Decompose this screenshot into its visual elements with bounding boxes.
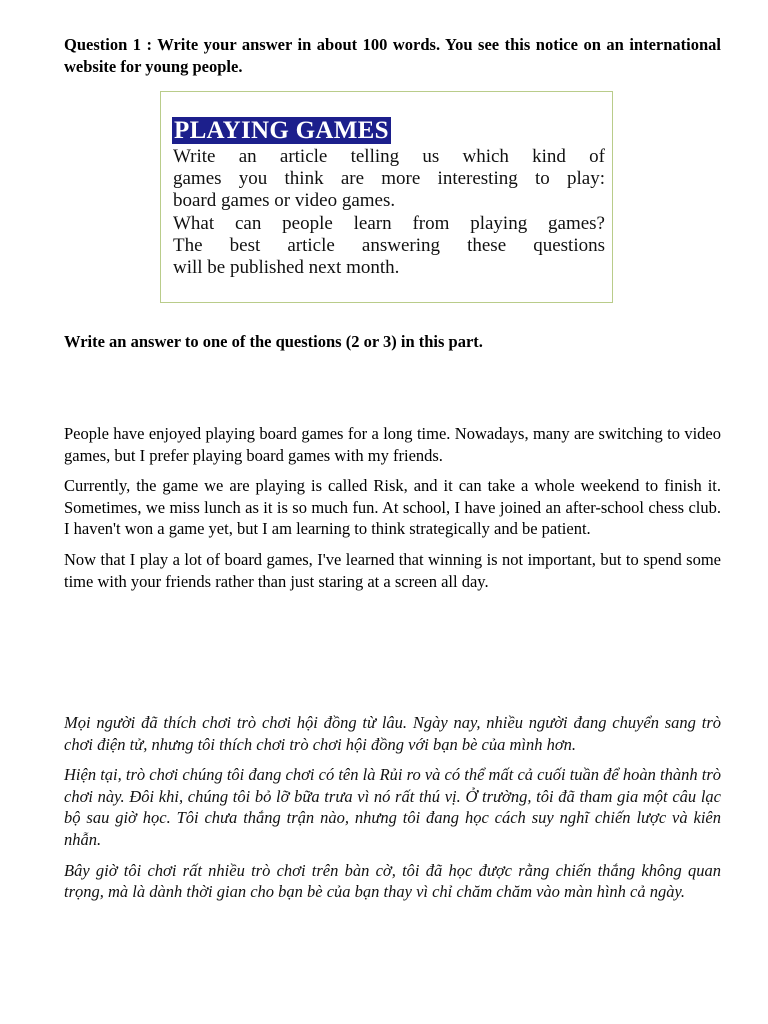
notice-line: board games or video games. bbox=[173, 190, 396, 212]
translation-paragraph: Bây giờ tôi chơi rất nhiều trò chơi trên bàn cờ, tôi đã học được rằng chiến thắng không quan trọng, mà là dành thời gian cho bạn bè của bạn thay vì chỉ chăm chăm vào màn hình cả ngày. bbox=[64, 860, 721, 902]
notice-line: Write an article telling us which kind of bbox=[173, 146, 605, 167]
translation-paragraph: Mọi người đã thích chơi trò chơi hội đồng từ lâu. Ngày nay, nhiều người đang chuyển sang trò chơi điện tử, nhưng tôi thích chơi trò chơi hội đồng với bạn bè của mình hơn. bbox=[64, 713, 721, 754]
notice-image bbox=[160, 91, 613, 303]
instruction-text: Write an answer to one of the questions (2 or 3) in this part. bbox=[64, 332, 483, 351]
essay-answer bbox=[64, 423, 721, 601]
notice-line: games you think are more interesting to play: bbox=[173, 168, 605, 190]
essay-paragraph: Now that I play a lot of board games, I've learned that winning is not important, but to spend some time with your friends rather than just staring at a screen all day. bbox=[64, 549, 721, 591]
notice-line: will be published next month. bbox=[173, 257, 400, 279]
notice-body bbox=[173, 146, 605, 279]
question-heading: Question 1 : Write your answer in about 100 words. You see this notice on an international website for young people. bbox=[64, 35, 721, 76]
essay-paragraph: Currently, the game we are playing is called Risk, and it can take a whole weekend to finish it. Sometimes, we miss lunch as it is so much fun. At school, I have joined an after-school chess club. I haven't won a game yet, but I am learning to think strategically and be patient. bbox=[64, 476, 721, 539]
notice-line: What can people learn from playing games? bbox=[173, 212, 605, 234]
essay-paragraph: People have enjoyed playing board games for a long time. Nowadays, many are switching to video games, but I prefer playing board games with my friends. bbox=[64, 424, 721, 465]
notice-line: The best article answering these questions bbox=[173, 234, 605, 256]
vietnamese-translation bbox=[64, 712, 721, 912]
notice-title: PLAYING GAMES bbox=[174, 117, 389, 144]
translation-paragraph: Hiện tại, trò chơi chúng tôi đang chơi có tên là Rủi ro và có thể mất cả cuối tuần để hoàn thành trò chơi này. Đôi khi, chúng tôi bỏ lỡ bữa trưa vì nó rất thú vị. Ở trường, tôi đã tham gia một câu lạc bộ sau giờ học. Tôi chưa thắng trận nào, nhưng tôi đang học cách suy nghĩ chiến lược và kiên nhẫn. bbox=[64, 765, 721, 849]
